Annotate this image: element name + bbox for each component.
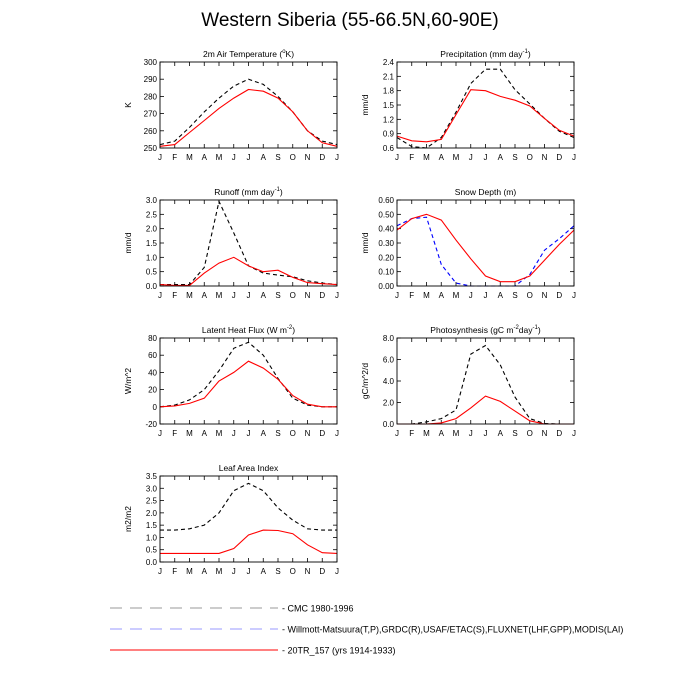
x-tick-label: S (512, 291, 518, 300)
y-tick-label: 0.20 (378, 253, 394, 263)
y-tick-label: 80 (148, 334, 157, 343)
title-text: ) (279, 187, 283, 197)
x-tick-label: J (246, 291, 251, 300)
x-tick-label: N (541, 429, 548, 438)
y-tick-label: 2.0 (145, 224, 157, 234)
y-tick-label: 0.5 (145, 545, 157, 555)
y-tick-label: 250 (143, 144, 157, 153)
plot-frame (397, 62, 574, 148)
x-tick-label: O (289, 153, 296, 162)
y-tick-label: 290 (143, 75, 157, 85)
plot-frame (160, 200, 337, 286)
y-tick-label: 40 (148, 368, 157, 378)
x-tick-label: F (172, 153, 178, 162)
title-superscript: -1 (532, 325, 538, 331)
y-axis-label: m2/m2 (123, 506, 133, 532)
chart-panel-2 (360, 49, 576, 162)
title-text: Precipitation (mm day (440, 49, 523, 59)
x-tick-label: A (201, 153, 207, 162)
y-tick-label: 270 (143, 109, 157, 119)
x-tick-label: M (423, 291, 430, 300)
x-tick-label: M (186, 429, 193, 438)
y-tick-label: 1.5 (382, 101, 394, 110)
x-tick-label: M (452, 153, 460, 162)
y-axis-label: K (123, 102, 133, 108)
x-tick-label: J (483, 291, 488, 300)
legend (110, 604, 623, 656)
y-axis-label: mm/d (360, 232, 370, 254)
x-tick-label: A (260, 429, 266, 438)
x-tick-label: A (438, 429, 444, 438)
series-line-2 (160, 361, 337, 407)
x-tick-label: N (304, 153, 311, 162)
plot-frame (160, 476, 337, 562)
x-tick-label: A (438, 291, 444, 300)
x-tick-label: J (395, 291, 399, 300)
x-tick-label: J (335, 291, 339, 300)
x-tick-label: D (556, 291, 563, 300)
x-tick-label: J (246, 567, 251, 576)
title-superscript: -1 (522, 49, 528, 55)
x-tick-label: J (572, 429, 576, 438)
series-line-0 (397, 346, 574, 425)
x-tick-label: F (172, 567, 178, 576)
x-tick-label: M (452, 291, 460, 300)
x-tick-label: N (304, 429, 311, 438)
title-superscript: -2 (513, 325, 519, 331)
legend-label-0: - CMC 1980-1996 (282, 603, 354, 614)
x-tick-label: S (275, 153, 281, 162)
x-tick-label: J (246, 429, 251, 438)
x-tick-label: N (304, 291, 311, 300)
x-tick-label: J (231, 153, 236, 162)
title-text: day (518, 325, 533, 335)
y-tick-label: 3.0 (145, 196, 157, 205)
x-tick-label: A (260, 567, 266, 576)
x-tick-label: J (335, 567, 339, 576)
x-tick-label: O (526, 429, 533, 438)
x-tick-label: M (215, 429, 223, 438)
y-tick-label: 1.5 (145, 521, 157, 531)
series-line-2 (397, 90, 574, 142)
series-line-0 (160, 201, 337, 284)
x-tick-label: A (260, 291, 266, 300)
x-tick-label: M (423, 153, 430, 162)
y-tick-label: 0.0 (145, 558, 157, 567)
y-tick-label: 2.0 (382, 398, 394, 408)
x-tick-label: D (556, 429, 563, 438)
x-tick-label: J (572, 291, 576, 300)
legend-label-2: - 20TR_157 (yrs 1914-1933) (282, 645, 396, 656)
title-text: Photosynthesis (gC m (430, 325, 514, 335)
y-tick-label: 2.4 (382, 58, 394, 67)
y-tick-label: 1.0 (145, 253, 157, 263)
x-tick-label: J (395, 429, 399, 438)
y-tick-label: 0.00 (378, 282, 394, 291)
title-superscript: -1 (274, 187, 280, 193)
y-tick-label: 4.0 (382, 377, 394, 386)
panel-title (202, 325, 295, 335)
x-tick-label: J (158, 291, 162, 300)
x-tick-label: J (483, 153, 488, 162)
title-text: ) (527, 49, 531, 59)
x-tick-label: S (275, 291, 281, 300)
x-tick-label: J (335, 153, 339, 162)
x-tick-label: O (289, 567, 296, 576)
series-line-0 (397, 69, 574, 148)
x-tick-label: J (231, 291, 236, 300)
y-tick-label: 2.5 (145, 210, 157, 220)
x-tick-label: F (409, 291, 415, 300)
chart-panel-3 (123, 187, 339, 300)
y-tick-label: 60 (148, 351, 157, 361)
x-tick-label: O (526, 291, 533, 300)
title-text: ) (292, 325, 296, 335)
x-tick-label: O (289, 429, 296, 438)
x-tick-label: J (483, 429, 488, 438)
x-tick-label: S (275, 429, 281, 438)
y-tick-label: 0.9 (382, 129, 394, 139)
x-tick-label: J (158, 153, 162, 162)
x-tick-label: A (438, 153, 444, 162)
series-line-2 (397, 396, 574, 424)
x-tick-label: A (497, 429, 503, 438)
x-tick-label: A (201, 429, 207, 438)
x-tick-label: J (158, 429, 162, 438)
x-tick-label: M (186, 291, 193, 300)
y-tick-label: 20 (148, 385, 157, 395)
title-text: K) (285, 49, 295, 59)
x-tick-label: D (319, 291, 326, 300)
x-tick-label: J (231, 429, 236, 438)
x-tick-label: D (556, 153, 563, 162)
title-superscript: o (282, 49, 286, 55)
panel-title (219, 463, 279, 473)
y-axis-label: W/m^2 (123, 367, 133, 395)
series-line-2 (160, 530, 337, 553)
title-text: 2m Air Temperature ( (202, 49, 283, 59)
x-tick-label: D (319, 153, 326, 162)
x-tick-label: M (215, 567, 223, 576)
x-tick-label: M (452, 429, 460, 438)
x-tick-label: N (304, 567, 311, 576)
plot-frame (160, 338, 337, 424)
y-tick-label: 0.30 (378, 239, 394, 248)
y-tick-label: 1.8 (382, 86, 394, 96)
legend-label-1: - Willmott-Matsuura(T,P),GRDC(R),USAF/ETAC(S),FLUXNET(LHF,GPP),MODIS(LAI) (282, 624, 624, 635)
y-tick-label: 6.0 (382, 355, 394, 365)
series-line-2 (397, 214, 574, 281)
x-tick-label: F (172, 291, 178, 300)
x-tick-label: J (572, 153, 576, 162)
y-tick-label: 3.0 (145, 484, 157, 494)
title-text: Leaf Area Index (218, 463, 279, 473)
x-tick-label: A (497, 291, 503, 300)
y-tick-label: 0.0 (382, 420, 394, 429)
x-tick-label: S (275, 567, 281, 576)
y-tick-label: 0.50 (378, 210, 394, 220)
y-tick-label: 2.1 (382, 72, 394, 82)
x-tick-label: J (468, 153, 473, 162)
x-tick-label: J (335, 429, 339, 438)
title-text: ) (537, 325, 541, 335)
x-tick-label: N (541, 153, 548, 162)
x-tick-label: D (319, 429, 326, 438)
panel-title (455, 187, 517, 197)
x-tick-label: N (541, 291, 548, 300)
y-tick-label: 0 (152, 402, 157, 412)
chart-panel-6 (360, 325, 576, 438)
y-tick-label: 0.6 (382, 144, 394, 153)
y-tick-label: 0.60 (378, 196, 394, 205)
y-tick-label: 0.10 (378, 267, 394, 277)
y-tick-label: 260 (143, 126, 157, 136)
plot-frame (397, 200, 574, 286)
x-tick-label: M (215, 291, 223, 300)
x-tick-label: O (526, 153, 533, 162)
title-text: Latent Heat Flux (W m (201, 325, 287, 335)
x-tick-label: M (186, 567, 193, 576)
y-tick-label: 2.0 (145, 508, 157, 518)
y-tick-label: 8.0 (382, 334, 394, 343)
x-tick-label: S (512, 153, 518, 162)
y-tick-label: 0.40 (378, 224, 394, 234)
x-tick-label: F (409, 429, 415, 438)
chart-panel-5 (123, 325, 339, 438)
y-axis-label: mm/d (123, 232, 133, 254)
x-tick-label: D (319, 567, 326, 576)
x-tick-label: M (186, 153, 193, 162)
y-tick-label: -20 (145, 420, 157, 429)
x-tick-label: A (201, 291, 207, 300)
series-line-0 (160, 342, 337, 407)
panel-title (203, 49, 294, 59)
x-tick-label: S (512, 429, 518, 438)
series-line-2 (160, 90, 337, 147)
y-axis-label: gC/m^2/d (360, 362, 370, 400)
x-tick-label: J (468, 429, 473, 438)
x-tick-label: J (468, 291, 473, 300)
panel-title (430, 325, 541, 335)
series-line-0 (160, 483, 337, 530)
y-tick-label: 280 (143, 92, 157, 102)
title-text: Runoff (mm day (214, 187, 275, 197)
x-tick-label: O (289, 291, 296, 300)
y-tick-label: 1.5 (145, 239, 157, 248)
y-tick-label: 0.5 (145, 267, 157, 277)
x-tick-label: F (172, 429, 178, 438)
y-tick-label: 0.0 (145, 282, 157, 291)
x-tick-label: J (246, 153, 251, 162)
x-tick-label: J (231, 567, 236, 576)
title-text: Snow Depth (m) (454, 187, 517, 197)
x-tick-label: A (201, 567, 207, 576)
y-tick-label: 300 (143, 58, 157, 67)
chart-panel-7 (123, 463, 339, 576)
x-tick-label: M (423, 429, 430, 438)
chart-panel-4 (360, 187, 576, 300)
x-tick-label: J (158, 567, 162, 576)
y-axis-label: mm/d (360, 94, 370, 116)
plot-frame (397, 338, 574, 424)
panel-title (214, 187, 283, 197)
panel-title (440, 49, 531, 59)
x-tick-label: J (395, 153, 399, 162)
x-tick-label: M (215, 153, 223, 162)
y-tick-label: 1.2 (382, 115, 394, 125)
x-tick-label: F (409, 153, 415, 162)
y-tick-label: 3.5 (145, 472, 157, 481)
y-tick-label: 2.5 (145, 496, 157, 506)
x-tick-label: A (260, 153, 266, 162)
x-tick-label: A (497, 153, 503, 162)
y-tick-label: 1.0 (145, 533, 157, 543)
title-superscript: -2 (286, 325, 293, 331)
figure-title: Western Siberia (55-66.5N,60-90E) (201, 10, 499, 31)
chart-panel-1 (123, 49, 339, 162)
